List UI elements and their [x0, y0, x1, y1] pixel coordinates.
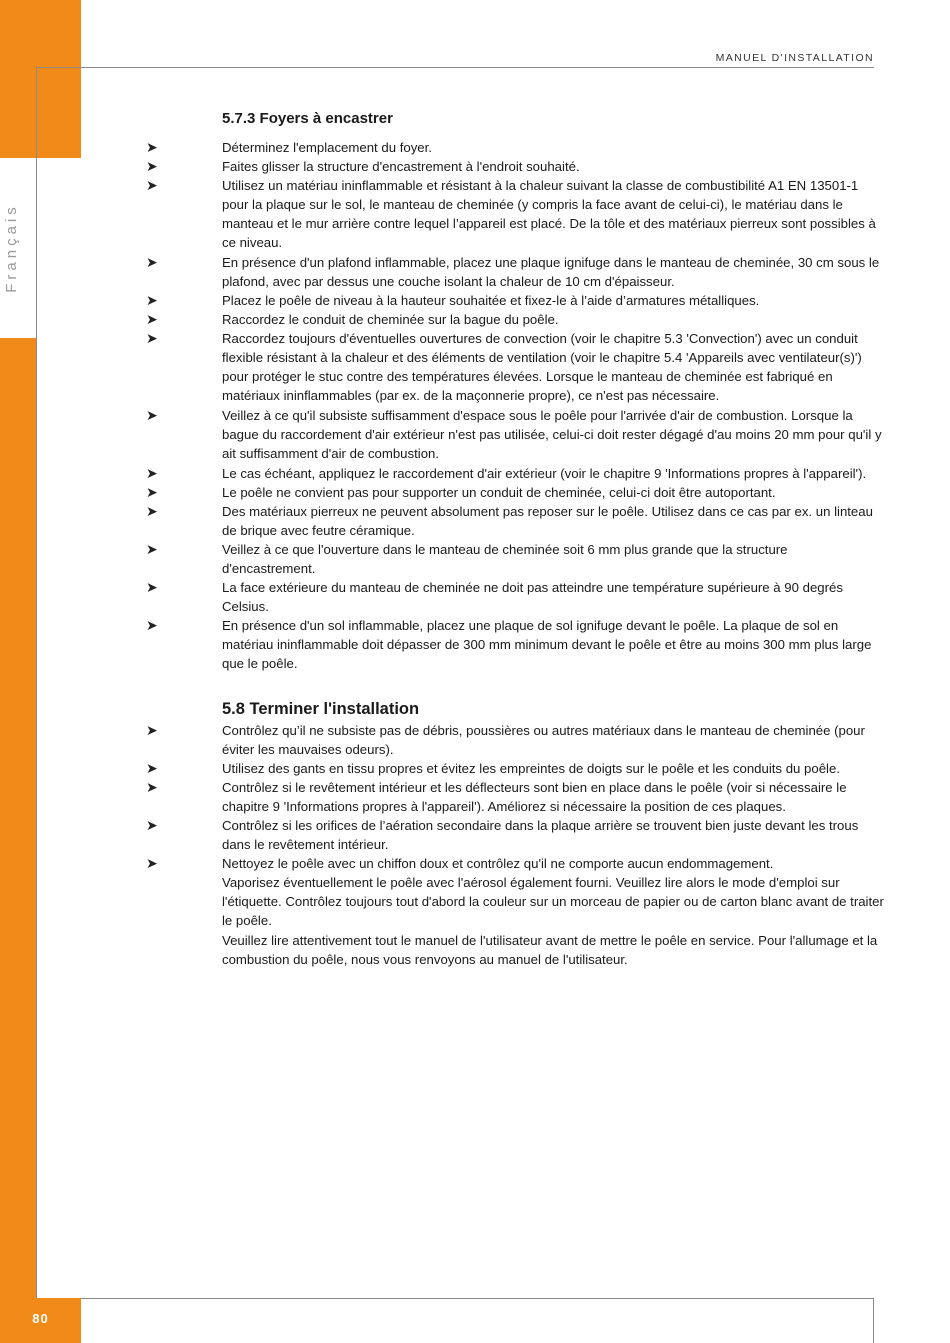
list-item: ➤ Contrôlez si les orifices de l’aération secondaire dans la plaque arrière se trouvent bien juste devant les trous dans le revêtement intérieur.: [146, 817, 859, 853]
arrow-bullet-icon: ➤: [146, 779, 158, 795]
arrow-bullet-icon: ➤: [146, 503, 158, 519]
arrow-bullet-icon: ➤: [146, 484, 158, 500]
list-item: ➤ Utilisez des gants en tissu propres et évitez les empreintes de doigts sur le poêle et les conduits du poêle.: [146, 760, 840, 776]
arrow-bullet-icon: ➤: [146, 722, 158, 738]
arrow-bullet-icon: ➤: [146, 579, 158, 595]
list-item: ➤ Utilisez un matériau ininflammable et résistant à la chaleur suivant la classe de combustibilité A1 EN 13501-1 pour la plaque sur le sol, le manteau de cheminée (y compris la face avant de celui-ci), le matériau dans le manteau et le mur arrière contre lequel l’appareil est placé. De la tôle et des matériaux pierreux sont possibles à ce niveau.: [146, 177, 876, 251]
list-item: ➤ En présence d'un sol inflammable, placez une plaque de sol ignifuge devant le poêle. La plaque de sol en matériau ininflammable doit dépasser de 300 mm minimum devant le poêle et être au moins 300 mm plus large que le poêle.: [146, 617, 872, 672]
list-item: ➤ La face extérieure du manteau de cheminée ne doit pas atteindre une température supérieure à 90 degrés Celsius.: [146, 579, 843, 615]
arrow-bullet-icon: ➤: [146, 407, 158, 423]
side-language-label: Français: [3, 203, 20, 293]
list-item: ➤ Faites glisser la structure d'encastrement à l'endroit souhaité.: [146, 158, 580, 174]
arrow-bullet-icon: ➤: [146, 855, 158, 871]
section-title: 5.8 Terminer l'installation: [222, 700, 420, 718]
side-tab-bottom: [0, 338, 36, 1343]
frame-left-line: [36, 67, 37, 1298]
arrow-bullet-icon: ➤: [146, 254, 158, 270]
side-tab-top: [0, 0, 81, 158]
arrow-bullet-icon: ➤: [146, 177, 158, 193]
arrow-bullet-icon: ➤: [146, 292, 158, 308]
list-item: ➤ Le cas échéant, appliquez le raccordement d'air extérieur (voir le chapitre 9 'Informations propres à l'appareil').: [146, 465, 867, 481]
list-item: ➤ Veillez à ce qu'il subsiste suffisamment d'espace sous le poêle pour l'arrivée d'air de combustion. Lorsque la bague du raccordement d'air extérieur n'est pas utilisée, celui-ci doit rester dégagé d'au moins 20 mm pour qu'il y ait suffisamment d'air de combustion.: [146, 407, 882, 462]
list-item: ➤ Contrôlez si le revêtement intérieur et les déflecteurs sont bien en place dans le poêle (voir si nécessaire le chapitre 9 'Informations propres à l'appareil'). Améliorez si nécessaire la position de ces plaques.: [146, 779, 847, 815]
list-item: ➤ Placez le poêle de niveau à la hauteur souhaitée et fixez-le à l’aide d’armatures métalliques.: [146, 292, 760, 308]
arrow-bullet-icon: ➤: [146, 139, 158, 155]
arrow-bullet-icon: ➤: [146, 330, 158, 346]
frame-top-line: [36, 67, 874, 68]
list-item: ➤ Veillez à ce que l'ouverture dans le manteau de cheminée soit 6 mm plus grande que la structure d'encastrement.: [146, 541, 788, 577]
frame-bottom-line: [81, 1298, 874, 1299]
header-title: MANUEL D'INSTALLATION: [715, 52, 874, 64]
frame-right-line: [873, 1298, 874, 1343]
list-item: ➤ Le poêle ne convient pas pour supporter un conduit de cheminée, celui-ci doit être autoportant.: [146, 484, 776, 500]
list-item: ➤ Déterminez l'emplacement du foyer.: [146, 139, 432, 155]
arrow-bullet-icon: ➤: [146, 465, 158, 481]
arrow-bullet-icon: ➤: [146, 817, 158, 833]
list-item: ➤ Contrôlez qu’il ne subsiste pas de débris, poussières ou autres matériaux dans le manteau de cheminée (pour éviter les mauvaises odeurs).: [146, 722, 865, 758]
paragraph: Vaporisez éventuellement le poêle avec l'aérosol également fourni. Veuillez lire alors le mode d'emploi sur l'étiquette. Contrôlez toujours tout d'abord la couleur sur un morceau de papier ou de carton blanc avant de traiter le poêle.: [222, 875, 884, 929]
section-title: 5.7.3 Foyers à encastrer: [222, 110, 393, 127]
arrow-bullet-icon: ➤: [146, 760, 158, 776]
list-item: ➤ En présence d'un plafond inflammable, placez une plaque ignifuge dans le manteau de cheminée, 30 cm sous le plafond, avec par dessus une couche isolant la chaleur de 10 cm d'épaisseur.: [146, 254, 880, 290]
list-item: ➤ Nettoyez le poêle avec un chiffon doux et contrôlez qu'il ne comporte aucun endommagement.: [146, 855, 774, 871]
arrow-bullet-icon: ➤: [146, 311, 158, 327]
arrow-bullet-icon: ➤: [146, 617, 158, 633]
page-number: 80: [32, 1311, 49, 1326]
list-item: ➤ Des matériaux pierreux ne peuvent absolument pas reposer sur le poêle. Utilisez dans ce cas par ex. un linteau de brique avec feutre céramique.: [146, 503, 873, 539]
paragraph: Veuillez lire attentivement tout le manuel de l'utilisateur avant de mettre le poêle en service. Pour l'allumage et la combustion du poêle, nous vous renvoyons au manuel de l'utilisateur.: [222, 933, 878, 968]
arrow-bullet-icon: ➤: [146, 541, 158, 557]
list-item: ➤ Raccordez toujours d'éventuelles ouvertures de convection (voir le chapitre 5.3 'Convection') avec un conduit flexible résistant à la chaleur et des éléments de ventilation (voir le chapitre 5.4 'Appareils avec ventilateur(s)') pour protéger le stuc contre des températures élevées. Lorsque le manteau de cheminée est fabriqué en matériaux ininflammables (par ex. de la maçonnerie propre), ce n'est pas nécessaire.: [146, 330, 862, 404]
list-item: ➤ Raccordez le conduit de cheminée sur la bague du poêle.: [146, 311, 559, 327]
arrow-bullet-icon: ➤: [146, 158, 158, 174]
